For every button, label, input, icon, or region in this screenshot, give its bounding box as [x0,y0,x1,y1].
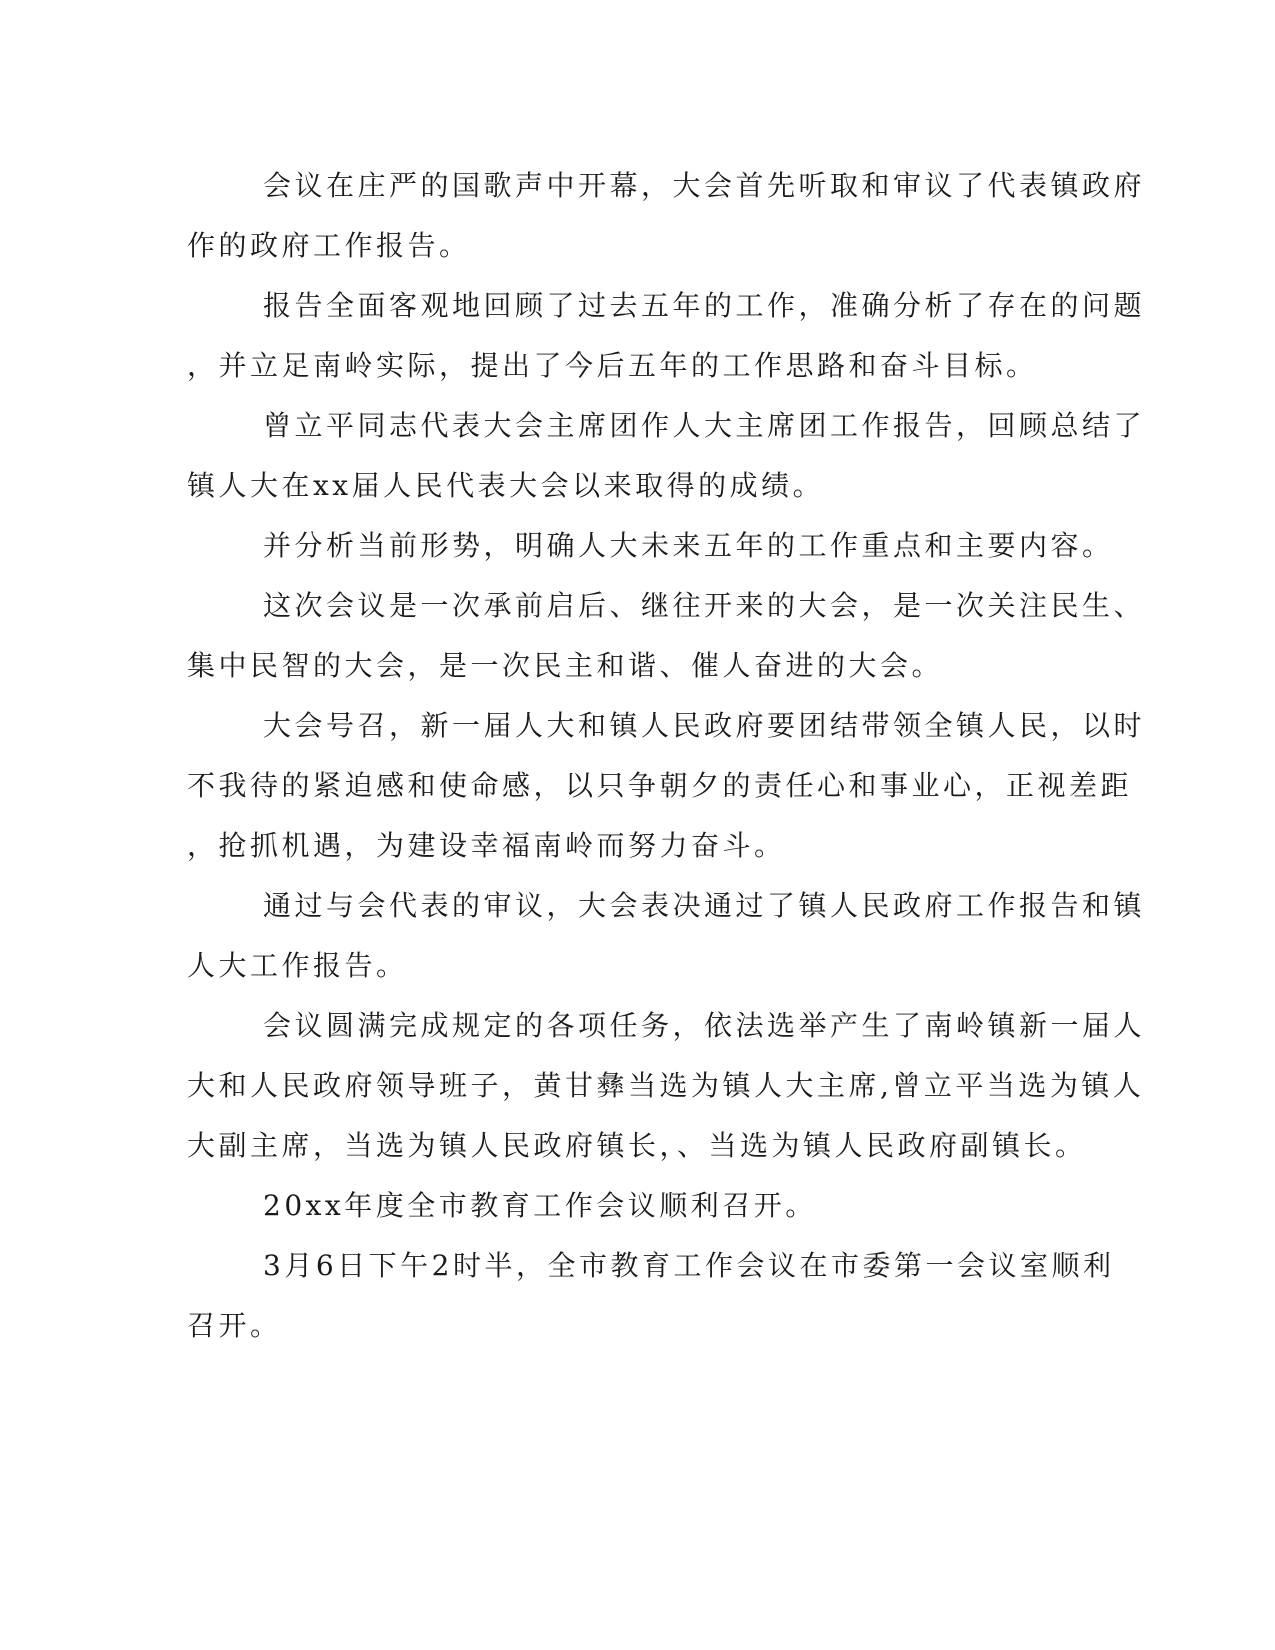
text-line: 曾立平同志代表大会主席团作人大主席团工作报告，回顾总结了 [263,409,1146,442]
text-line: 3月6日下午2时半，全市教育工作会议在市委第一会议室顺利 [263,1249,1115,1282]
text-line: 召开。 [187,1309,282,1342]
text-line: 人大工作报告。 [187,949,408,982]
text-line: 会议在庄严的国歌声中开幕，大会首先听取和审议了代表镇政府 [263,169,1146,202]
text-line: 会议圆满完成规定的各项任务，依法选举产生了南岭镇新一届人 [263,1009,1146,1042]
text-line: 大会号召，新一届人大和镇人民政府要团结带领全镇人民，以时 [263,709,1146,742]
text-line: 20xx年度全市教育工作会议顺利召开。 [263,1189,817,1222]
text-line: 大副主席，当选为镇人民政府镇长，、当选为镇人民政府副镇长。 [187,1129,1087,1162]
text-line: 这次会议是一次承前启后、继往开来的大会，是一次关注民生、 [263,589,1146,622]
text-line: 作的政府工作报告。 [187,229,471,262]
document-body [187,156,1146,1356]
text-line: 不我待的紧迫感和使命感，以只争朝夕的责任心和事业心，正视差距 [187,769,1133,802]
text-line: ，并立足南岭实际，提出了今后五年的工作思路和奋斗目标。 [187,349,1038,382]
text-line: 通过与会代表的审议，大会表决通过了镇人民政府工作报告和镇 [263,889,1146,922]
text-line: 大和人民政府领导班子，黄甘彝当选为镇人大主席,曾立平当选为镇人 [187,1069,1145,1102]
text-line: 并分析当前形势，明确人大未来五年的工作重点和主要内容。 [263,529,1114,562]
text-line: 镇人大在xx届人民代表大会以来取得的成绩。 [187,469,825,502]
text-line: 报告全面客观地回顾了过去五年的工作，准确分析了存在的问题 [263,289,1146,322]
text-line: ，抢抓机遇，为建设幸福南岭而努力奋斗。 [187,829,786,862]
text-line: 集中民智的大会，是一次民主和谐、催人奋进的大会。 [187,649,944,682]
